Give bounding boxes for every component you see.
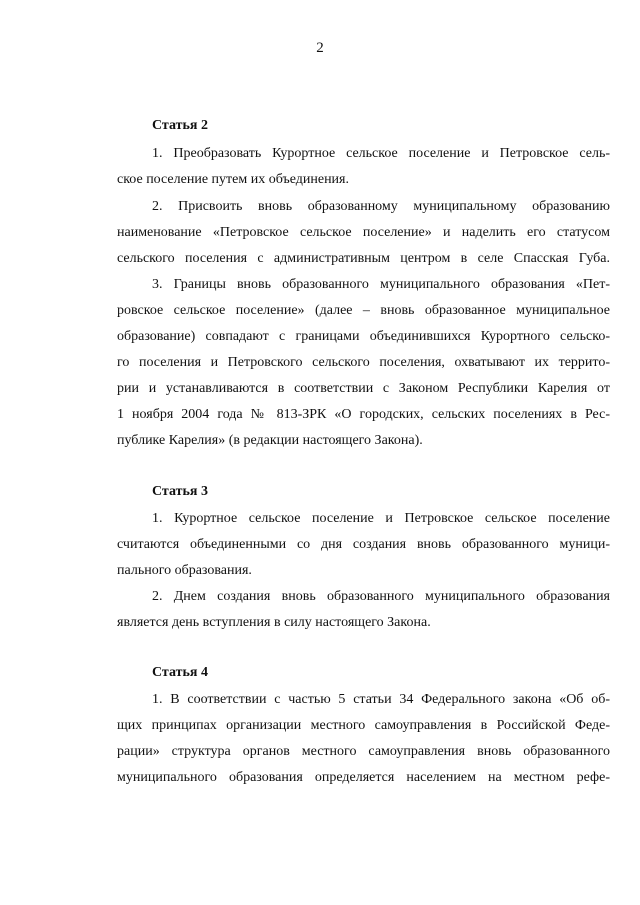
article-3-line-3: пального образования. [117, 563, 252, 578]
page-number: 2 [316, 40, 324, 56]
article-3-line-1: 1. Курортное сельское поселение и Петровское сельское поселение [152, 511, 610, 526]
article-2-line-4: наименование «Петровское сельское поселение» и наделить его статусом [117, 225, 610, 240]
article-2-line-9: го поселения и Петровского сельского поселения, охватывают их террито- [117, 355, 610, 370]
article-4-line-2: щих принципах организации местного самоуправления в Российской Феде- [117, 718, 610, 733]
article-2-line-1: 1. Преобразовать Курортное сельское поселение и Петровское сель- [152, 146, 610, 161]
article-2-line-2: ское поселение путем их объединения. [117, 172, 349, 187]
article-2-title: Статья 2 [152, 118, 208, 133]
article-2-line-8: образование) совпадают с границами объединившихся Курортного сельско- [117, 329, 610, 344]
article-4-line-3: рации» структура органов местного самоуправления вновь образованного [117, 744, 610, 759]
article-4-title: Статья 4 [152, 665, 208, 680]
article-2-line-12: публике Карелия» (в редакции настоящего Закона). [117, 433, 423, 448]
article-2-line-5: сельского поселения с административным центром в селе Спасская Губа. [117, 251, 610, 266]
article-2-line-10: рии и устанавливаются в соответствии с Законом Республики Карелия от [117, 381, 610, 396]
article-3-line-4: 2. Днем создания вновь образованного муниципального образования [152, 589, 610, 604]
article-3-line-5: является день вступления в силу настоящего Закона. [117, 615, 431, 630]
article-4-line-4: муниципального образования определяется населением на местном рефе- [117, 770, 610, 785]
article-4-line-1: 1. В соответствии с частью 5 статьи 34 Федерального закона «Об об- [152, 692, 610, 707]
article-3-title: Статья 3 [152, 484, 208, 499]
article-3-line-2: считаются объединенными со дня создания вновь образованного муници- [117, 537, 610, 552]
article-2-line-3: 2. Присвоить вновь образованному муниципальному образованию [152, 199, 610, 214]
article-2-line-6: 3. Границы вновь образованного муниципального образования «Пет- [152, 277, 610, 292]
article-2-line-7: ровское сельское поселение» (далее – вновь образованное муниципальное [117, 303, 610, 318]
article-2-line-11: 1 ноября 2004 года № 813-ЗРК «О городских, сельских поселениях в Рес- [117, 407, 610, 422]
